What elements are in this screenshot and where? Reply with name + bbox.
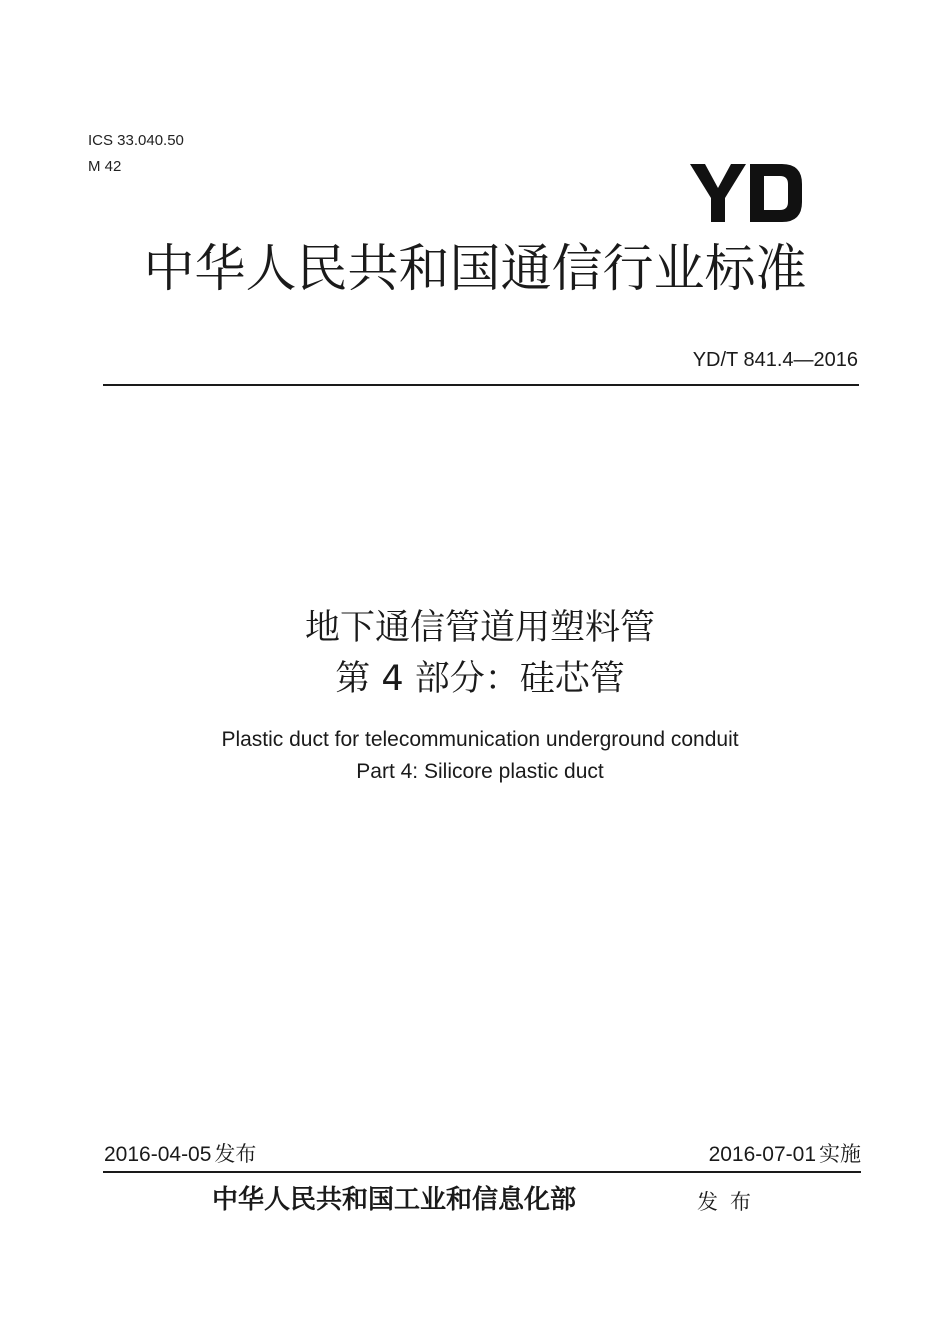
title-chinese-line1: 地下通信管道用塑料管 bbox=[304, 608, 655, 648]
implementation-date-block bbox=[709, 1144, 861, 1165]
issue-date-block bbox=[104, 1144, 256, 1165]
top-divider bbox=[103, 384, 859, 386]
issue-label: 发布 bbox=[214, 1142, 257, 1166]
bottom-divider bbox=[103, 1171, 861, 1173]
issuing-authority: 中华人民共和国工业和信息化部 bbox=[212, 1185, 577, 1215]
title-english-line2: Part 4: Silicore plastic duct bbox=[356, 760, 604, 783]
ics-code: ICS 33.040.50 bbox=[88, 132, 184, 149]
implementation-label: 实施 bbox=[819, 1142, 861, 1166]
industry-standard-title: 中华人民共和国通信行业标准 bbox=[143, 240, 807, 299]
title-english-line1: Plastic duct for telecommunication underground conduit bbox=[221, 728, 739, 751]
implementation-date: 2016-07-01 bbox=[708, 1143, 816, 1166]
title-chinese-line2: 第 4 部分：硅芯管 bbox=[335, 659, 625, 699]
ccs-code: M 42 bbox=[88, 158, 122, 175]
yd-logo bbox=[690, 150, 820, 230]
issue-date: 2016-04-05 bbox=[104, 1143, 212, 1166]
issuer-verb: 发布 bbox=[697, 1190, 763, 1214]
standard-number: YD/T 841.4—2016 bbox=[692, 349, 858, 371]
